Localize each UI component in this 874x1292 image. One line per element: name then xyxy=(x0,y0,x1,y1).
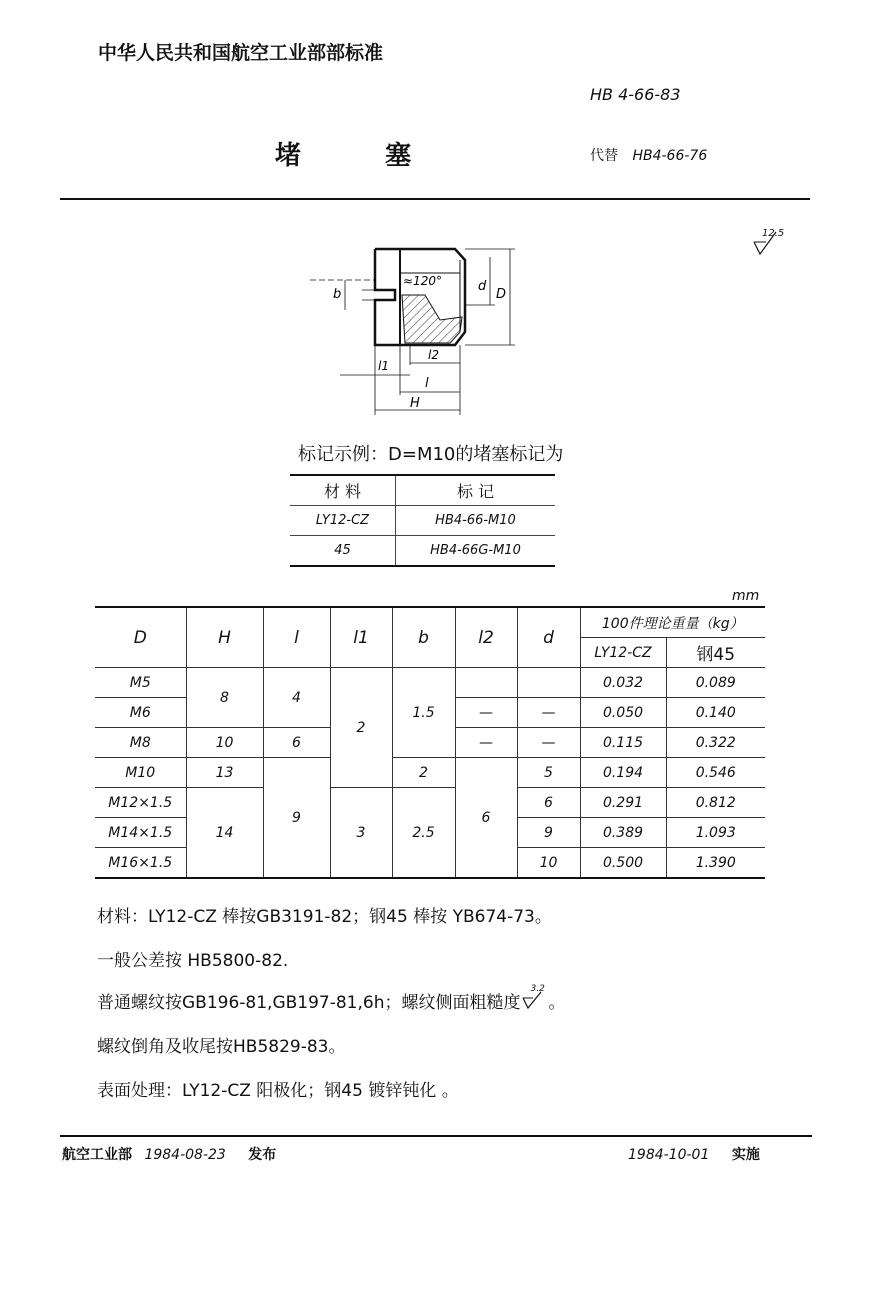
roughness-value: 12.5 xyxy=(762,228,785,239)
footer-divider xyxy=(60,1135,812,1137)
cell-l: 4 xyxy=(263,668,330,728)
note-chamfer: 螺纹倒角及收尾按HB5829-83。 xyxy=(97,1037,346,1057)
header-l1: l1 xyxy=(330,607,392,668)
cell-l2: 6 xyxy=(455,758,517,879)
marking-caption: 标记示例：D=M10的堵塞标记为 xyxy=(298,444,564,465)
header-d: d xyxy=(517,607,580,668)
cell-d: 10 xyxy=(517,848,580,879)
cell-weight-ly12: 0.032 xyxy=(580,668,666,698)
unit-label: mm xyxy=(732,588,760,604)
roughness-symbol xyxy=(752,228,785,266)
cell-d: 9 xyxy=(517,818,580,848)
cell-D: M8 xyxy=(95,728,186,758)
dimension-table xyxy=(95,606,765,879)
table-row xyxy=(95,758,765,788)
header-weight: 100件理论重量（kg） xyxy=(580,607,765,638)
issue-info xyxy=(62,1144,276,1164)
header-l2: l2 xyxy=(455,607,517,668)
cell-weight-ly12: 0.115 xyxy=(580,728,666,758)
note-material: 材料：LY12-CZ 棒按GB3191-82；钢45 棒按 YB674-73。 xyxy=(97,907,552,927)
cell-l1: 3 xyxy=(330,788,392,879)
cell-D: M6 xyxy=(95,698,186,728)
cell-weight-steel: 0.322 xyxy=(666,728,765,758)
cell-weight-ly12: 0.050 xyxy=(580,698,666,728)
header-weight-steel: 钢45 xyxy=(666,638,765,668)
cell-weight-steel: 1.390 xyxy=(666,848,765,879)
cell-d: 6 xyxy=(517,788,580,818)
cell-weight-ly12: 0.500 xyxy=(580,848,666,879)
cell-l: 6 xyxy=(263,728,330,758)
roughness-check-icon xyxy=(521,990,549,1010)
marking-cell: HB4-66-M10 xyxy=(396,506,556,536)
effective-info xyxy=(628,1144,760,1164)
header-material: 材 料 xyxy=(290,475,396,506)
cell-weight-steel: 0.546 xyxy=(666,758,765,788)
marking-table xyxy=(290,474,555,567)
material-cell: 45 xyxy=(290,536,396,567)
plug-drawing xyxy=(300,235,540,425)
header-marking: 标 记 xyxy=(396,475,556,506)
cell-D: M10 xyxy=(95,758,186,788)
header-weight-ly12: LY12-CZ xyxy=(580,638,666,668)
thread-roughness-value: 3.2 xyxy=(530,984,545,994)
cell-D: M14×1.5 xyxy=(95,818,186,848)
cell-b: 1.5 xyxy=(392,668,455,758)
cell-weight-steel: 1.093 xyxy=(666,818,765,848)
header-D: D xyxy=(95,607,186,668)
cell-H: 8 xyxy=(186,668,263,728)
cell-d: — xyxy=(517,698,580,728)
material-cell: LY12-CZ xyxy=(290,506,396,536)
cell-weight-ly12: 0.194 xyxy=(580,758,666,788)
cell-d: — xyxy=(517,728,580,758)
replaces-label: 代替 xyxy=(590,148,618,164)
header-b: b xyxy=(392,607,455,668)
cell-b: 2 xyxy=(392,758,455,788)
cell-weight-steel: 0.812 xyxy=(666,788,765,818)
dim-l1: l1 xyxy=(378,359,389,373)
organization-title: 中华人民共和国航空工业部部标准 xyxy=(98,42,384,64)
issue-date: 1984-08-23 xyxy=(144,1147,226,1163)
note-tolerance: 一般公差按 HB5800-82. xyxy=(97,951,289,971)
table-row xyxy=(95,788,765,818)
cell-weight-steel: 0.140 xyxy=(666,698,765,728)
replaced-standard: HB4-66-76 xyxy=(632,148,708,164)
note-thread-text: 普通螺纹按GB196-81,GB197-81,6h；螺纹侧面粗糙度 xyxy=(97,993,521,1013)
cell-weight-ly12: 0.389 xyxy=(580,818,666,848)
header-l: l xyxy=(263,607,330,668)
note-surface: 表面处理：LY12-CZ 阳极化；钢45 镀锌钝化 。 xyxy=(97,1081,459,1101)
cell-H: 10 xyxy=(186,728,263,758)
cell-l2 xyxy=(455,668,517,698)
issuer: 航空工业部 xyxy=(62,1147,132,1163)
header-H: H xyxy=(186,607,263,668)
marking-cell: HB4-66G-M10 xyxy=(396,536,556,567)
issue-label: 发布 xyxy=(248,1147,277,1163)
thread-roughness-symbol xyxy=(521,984,549,1008)
cell-weight-ly12: 0.291 xyxy=(580,788,666,818)
cell-b: 2.5 xyxy=(392,788,455,879)
dim-D: D xyxy=(496,287,507,302)
cell-d: 5 xyxy=(517,758,580,788)
cell-l: 9 xyxy=(263,758,330,879)
page-title: 堵 塞 xyxy=(275,141,434,171)
cell-weight-steel: 0.089 xyxy=(666,668,765,698)
dim-H: H xyxy=(410,396,420,411)
cell-d xyxy=(517,668,580,698)
cell-H: 13 xyxy=(186,758,263,788)
effective-label: 实施 xyxy=(731,1147,760,1163)
effective-date: 1984-10-01 xyxy=(628,1147,710,1163)
table-row xyxy=(95,668,765,698)
standard-number: HB 4-66-83 xyxy=(590,85,681,104)
header-divider xyxy=(60,198,810,200)
cell-D: M16×1.5 xyxy=(95,848,186,879)
cell-D: M12×1.5 xyxy=(95,788,186,818)
angle-label: ≈120° xyxy=(403,274,442,288)
dim-l: l xyxy=(425,376,429,391)
cell-D: M5 xyxy=(95,668,186,698)
note-thread: 普通螺纹按GB196-81,GB197-81,6h；螺纹侧面粗糙度 3.2 。 xyxy=(97,984,566,1013)
replaces-note xyxy=(590,145,707,165)
cell-l2: — xyxy=(455,698,517,728)
cell-H: 14 xyxy=(186,788,263,879)
dim-d: d xyxy=(478,279,487,294)
dim-b: b xyxy=(333,287,342,302)
cell-l1: 2 xyxy=(330,668,392,788)
cell-l2: — xyxy=(455,728,517,758)
dim-l2: l2 xyxy=(428,348,439,362)
